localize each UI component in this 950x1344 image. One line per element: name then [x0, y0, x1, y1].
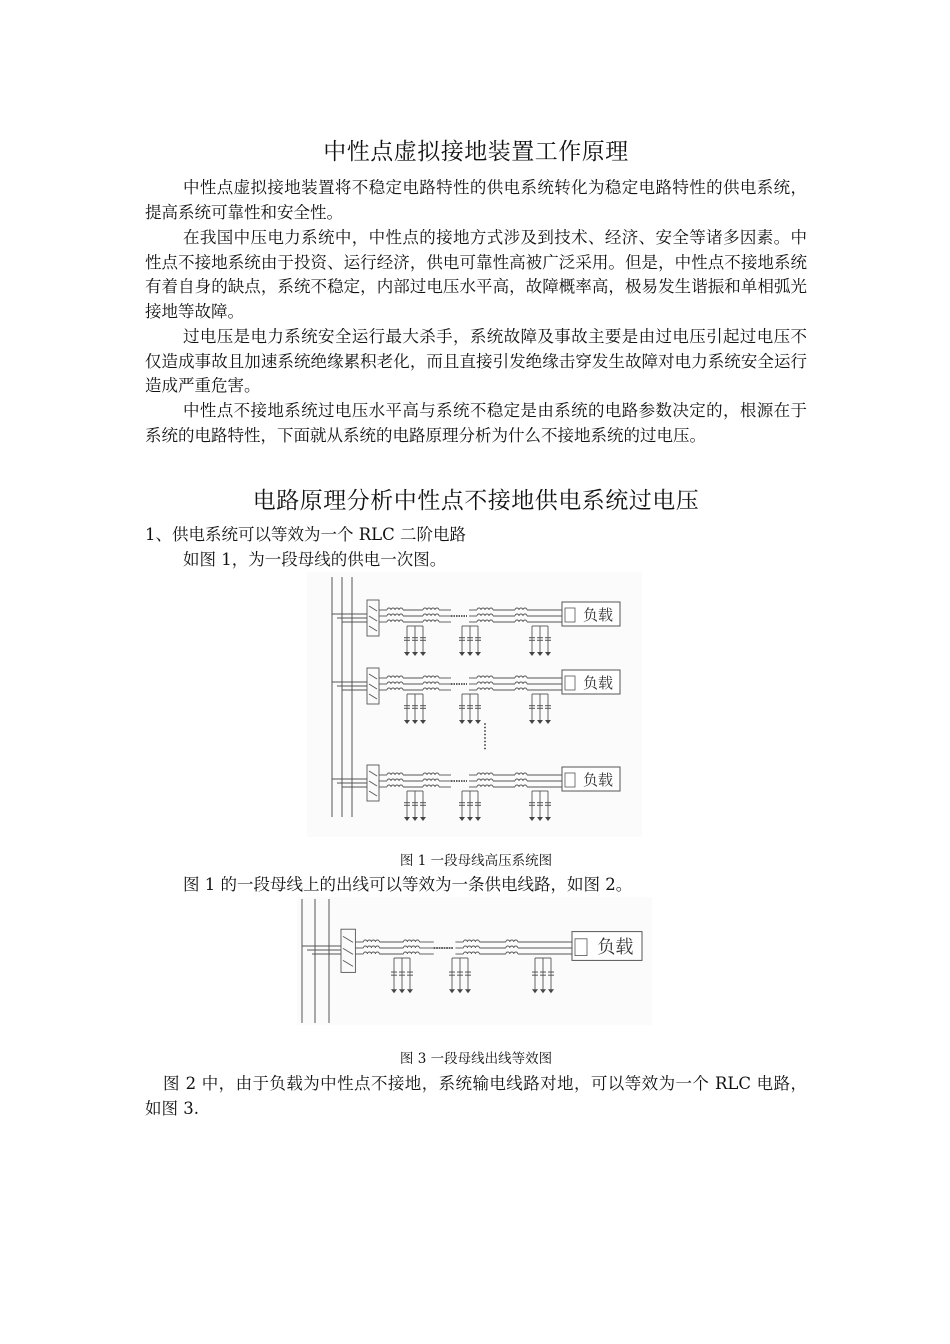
section-title: 电路原理分析中性点不接地供电系统过电压 [252, 488, 700, 514]
document-title: 中性点虚拟接地装置工作原理 [323, 139, 629, 165]
figure-2-diagram [297, 897, 652, 1025]
figure-1-svg [307, 572, 642, 837]
feeder-row-1 [332, 600, 620, 656]
figure-1-intro: 如图 1，为一段母线的供电一次图。 [183, 550, 447, 569]
figure-2-svg [297, 897, 652, 1025]
switch-box [341, 929, 355, 972]
figure-2-intro: 图 1 的一段母线上的出线可以等效为一条供电线路，如图 2。 [183, 875, 633, 894]
paragraph-1: 中性点虚拟接地装置将不稳定电路特性的供电系统转化为稳定电路特性的供电系统，提高系统可靠性和安全性。 [145, 178, 807, 222]
feeder-row-1 [302, 929, 642, 993]
load-label: 负载 [597, 937, 634, 959]
paragraph-4: 中性点不接地系统过电压水平高与系统不稳定是由系统的电路参数决定的，根源在于系统的电路特性，下面就从系统的电路原理分析为什么不接地系统的过电压。 [145, 401, 807, 445]
closing-paragraph: 图 2 中，由于负载为中性点不接地，系统输电线路对地，可以等效为一个 RLC 电路，如图 3. [145, 1074, 807, 1118]
feeder-row-2 [332, 668, 620, 724]
ellipsis-dots [484, 723, 486, 725]
paragraph-3: 过电压是电力系统安全运行最大杀手，系统故障及事故主要是由过电压引起过电压不仅造成事故且加速系统绝缘累积老化，而且直接引发绝缘击穿发生故障对电力系统安全运行造成严重危害。 [145, 327, 807, 396]
paragraph-2: 在我国中压电力系统中，中性点的接地方式涉及到技术、经济、安全等诸多因素。中性点不接地系统由于投资、运行经济，供电可靠性高被广泛采用。但是，中性点不接地系统有着自身的缺点，系统不稳定，内部过电压水平高，故障概率高，极易发生谐振和单相弧光接地等故障。 [145, 228, 807, 321]
figure-2-caption: 图 3 一段母线出线等效图 [399, 1051, 553, 1067]
load-label: 负载 [582, 771, 613, 789]
figure-1-diagram [307, 572, 642, 837]
feeder-row-3 [332, 765, 620, 821]
item-1: 1、供电系统可以等效为一个 RLC 二阶电路 [145, 525, 466, 544]
load-label: 负载 [582, 674, 613, 692]
figure-1-caption: 图 1 一段母线高压系统图 [399, 853, 553, 869]
load-label: 负载 [582, 606, 613, 624]
